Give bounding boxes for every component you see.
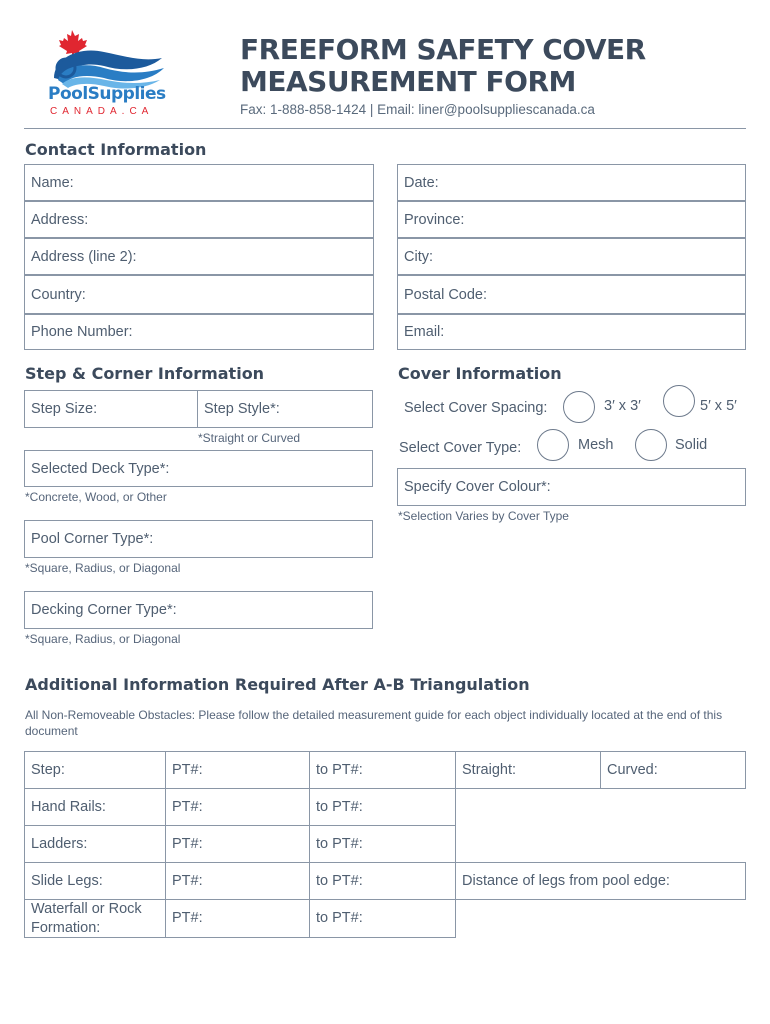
address-line2-field[interactable]: Address (line 2):	[24, 238, 374, 275]
spacing-3x3-radio[interactable]	[563, 391, 595, 423]
decking-corner-field[interactable]: Decking Corner Type*:	[24, 591, 373, 629]
curved-field[interactable]: Curved:	[600, 751, 746, 789]
pool-corner-field[interactable]: Pool Corner Type*:	[24, 520, 373, 558]
row-slide-legs-pt[interactable]: PT#:	[165, 862, 310, 900]
phone-field[interactable]: Phone Number:	[24, 314, 374, 350]
cover-colour-field[interactable]: Specify Cover Colour*:	[397, 468, 746, 506]
date-field[interactable]: Date:	[397, 164, 746, 201]
type-solid-radio[interactable]	[635, 429, 667, 461]
cover-spacing-label: Select Cover Spacing:	[404, 400, 548, 416]
row-ladders-to-pt[interactable]: to PT#:	[309, 825, 456, 863]
straight-field[interactable]: Straight:	[455, 751, 601, 789]
type-mesh-radio[interactable]	[537, 429, 569, 461]
row-hand-rails-name[interactable]: Hand Rails:	[24, 788, 166, 826]
title-line-1: FREEFORM SAFETY COVER	[240, 33, 646, 66]
deck-type-field[interactable]: Selected Deck Type*:	[24, 450, 373, 487]
type-solid-label: Solid	[675, 437, 708, 453]
spacing-3x3-label: 3′ x 3′	[604, 398, 641, 414]
leg-distance-field[interactable]: Distance of legs from pool edge:	[455, 862, 746, 900]
deck-type-note: *Concrete, Wood, or Other	[25, 490, 167, 504]
type-mesh-label: Mesh	[578, 437, 614, 453]
title-line-2: MEASUREMENT FORM	[240, 65, 576, 98]
cover-heading: Cover Information	[398, 364, 562, 383]
row-waterfall-pt[interactable]: PT#:	[165, 899, 310, 938]
row-ladders-pt[interactable]: PT#:	[165, 825, 310, 863]
email-field[interactable]: Email:	[397, 314, 746, 350]
address-field[interactable]: Address:	[24, 201, 374, 238]
row-step-to-pt[interactable]: to PT#:	[309, 751, 456, 789]
province-field[interactable]: Province:	[397, 201, 746, 238]
header-divider	[24, 128, 746, 129]
name-field[interactable]: Name:	[24, 164, 374, 201]
logo-subtext: CANADA.CA	[50, 106, 154, 117]
logo-wordmark: PoolSupplies	[48, 84, 166, 104]
pool-corner-note: *Square, Radius, or Diagonal	[25, 561, 181, 575]
step-corner-heading: Step & Corner Information	[25, 364, 265, 383]
row-ladders-name[interactable]: Ladders:	[24, 825, 166, 863]
page-title	[240, 34, 760, 98]
row-hand-rails-pt[interactable]: PT#:	[165, 788, 310, 826]
row-slide-legs-to-pt[interactable]: to PT#:	[309, 862, 456, 900]
step-size-field[interactable]: Step Size:	[24, 390, 198, 428]
row-slide-legs-name[interactable]: Slide Legs:	[24, 862, 166, 900]
company-logo	[44, 28, 174, 120]
row-step-pt[interactable]: PT#:	[165, 751, 310, 789]
row-step-name[interactable]: Step:	[24, 751, 166, 789]
city-field[interactable]: City:	[397, 238, 746, 275]
contact-heading: Contact Information	[25, 140, 207, 159]
additional-heading: Additional Information Required After A-B Triangulation	[25, 675, 530, 694]
additional-description: All Non-Removeable Obstacles: Please follow the detailed measurement guide for each object individually located at the end of this document	[25, 708, 723, 738]
spacing-5x5-label: 5′ x 5′	[700, 398, 737, 414]
step-style-field[interactable]: Step Style*:	[197, 390, 373, 428]
row-waterfall-name[interactable]: Waterfall or Rock Formation:	[24, 899, 166, 938]
country-field[interactable]: Country:	[24, 275, 374, 314]
row-waterfall-to-pt[interactable]: to PT#:	[309, 899, 456, 938]
cover-colour-note: *Selection Varies by Cover Type	[398, 509, 569, 523]
row-hand-rails-to-pt[interactable]: to PT#:	[309, 788, 456, 826]
contact-subtitle: Fax: 1-888-858-1424 | Email: liner@poolsuppliescanada.ca	[240, 102, 595, 117]
postal-code-field[interactable]: Postal Code:	[397, 275, 746, 314]
spacing-5x5-radio[interactable]	[663, 385, 695, 417]
cover-type-label: Select Cover Type:	[399, 440, 522, 456]
step-style-note: *Straight or Curved	[198, 431, 301, 445]
decking-corner-note: *Square, Radius, or Diagonal	[25, 632, 181, 646]
